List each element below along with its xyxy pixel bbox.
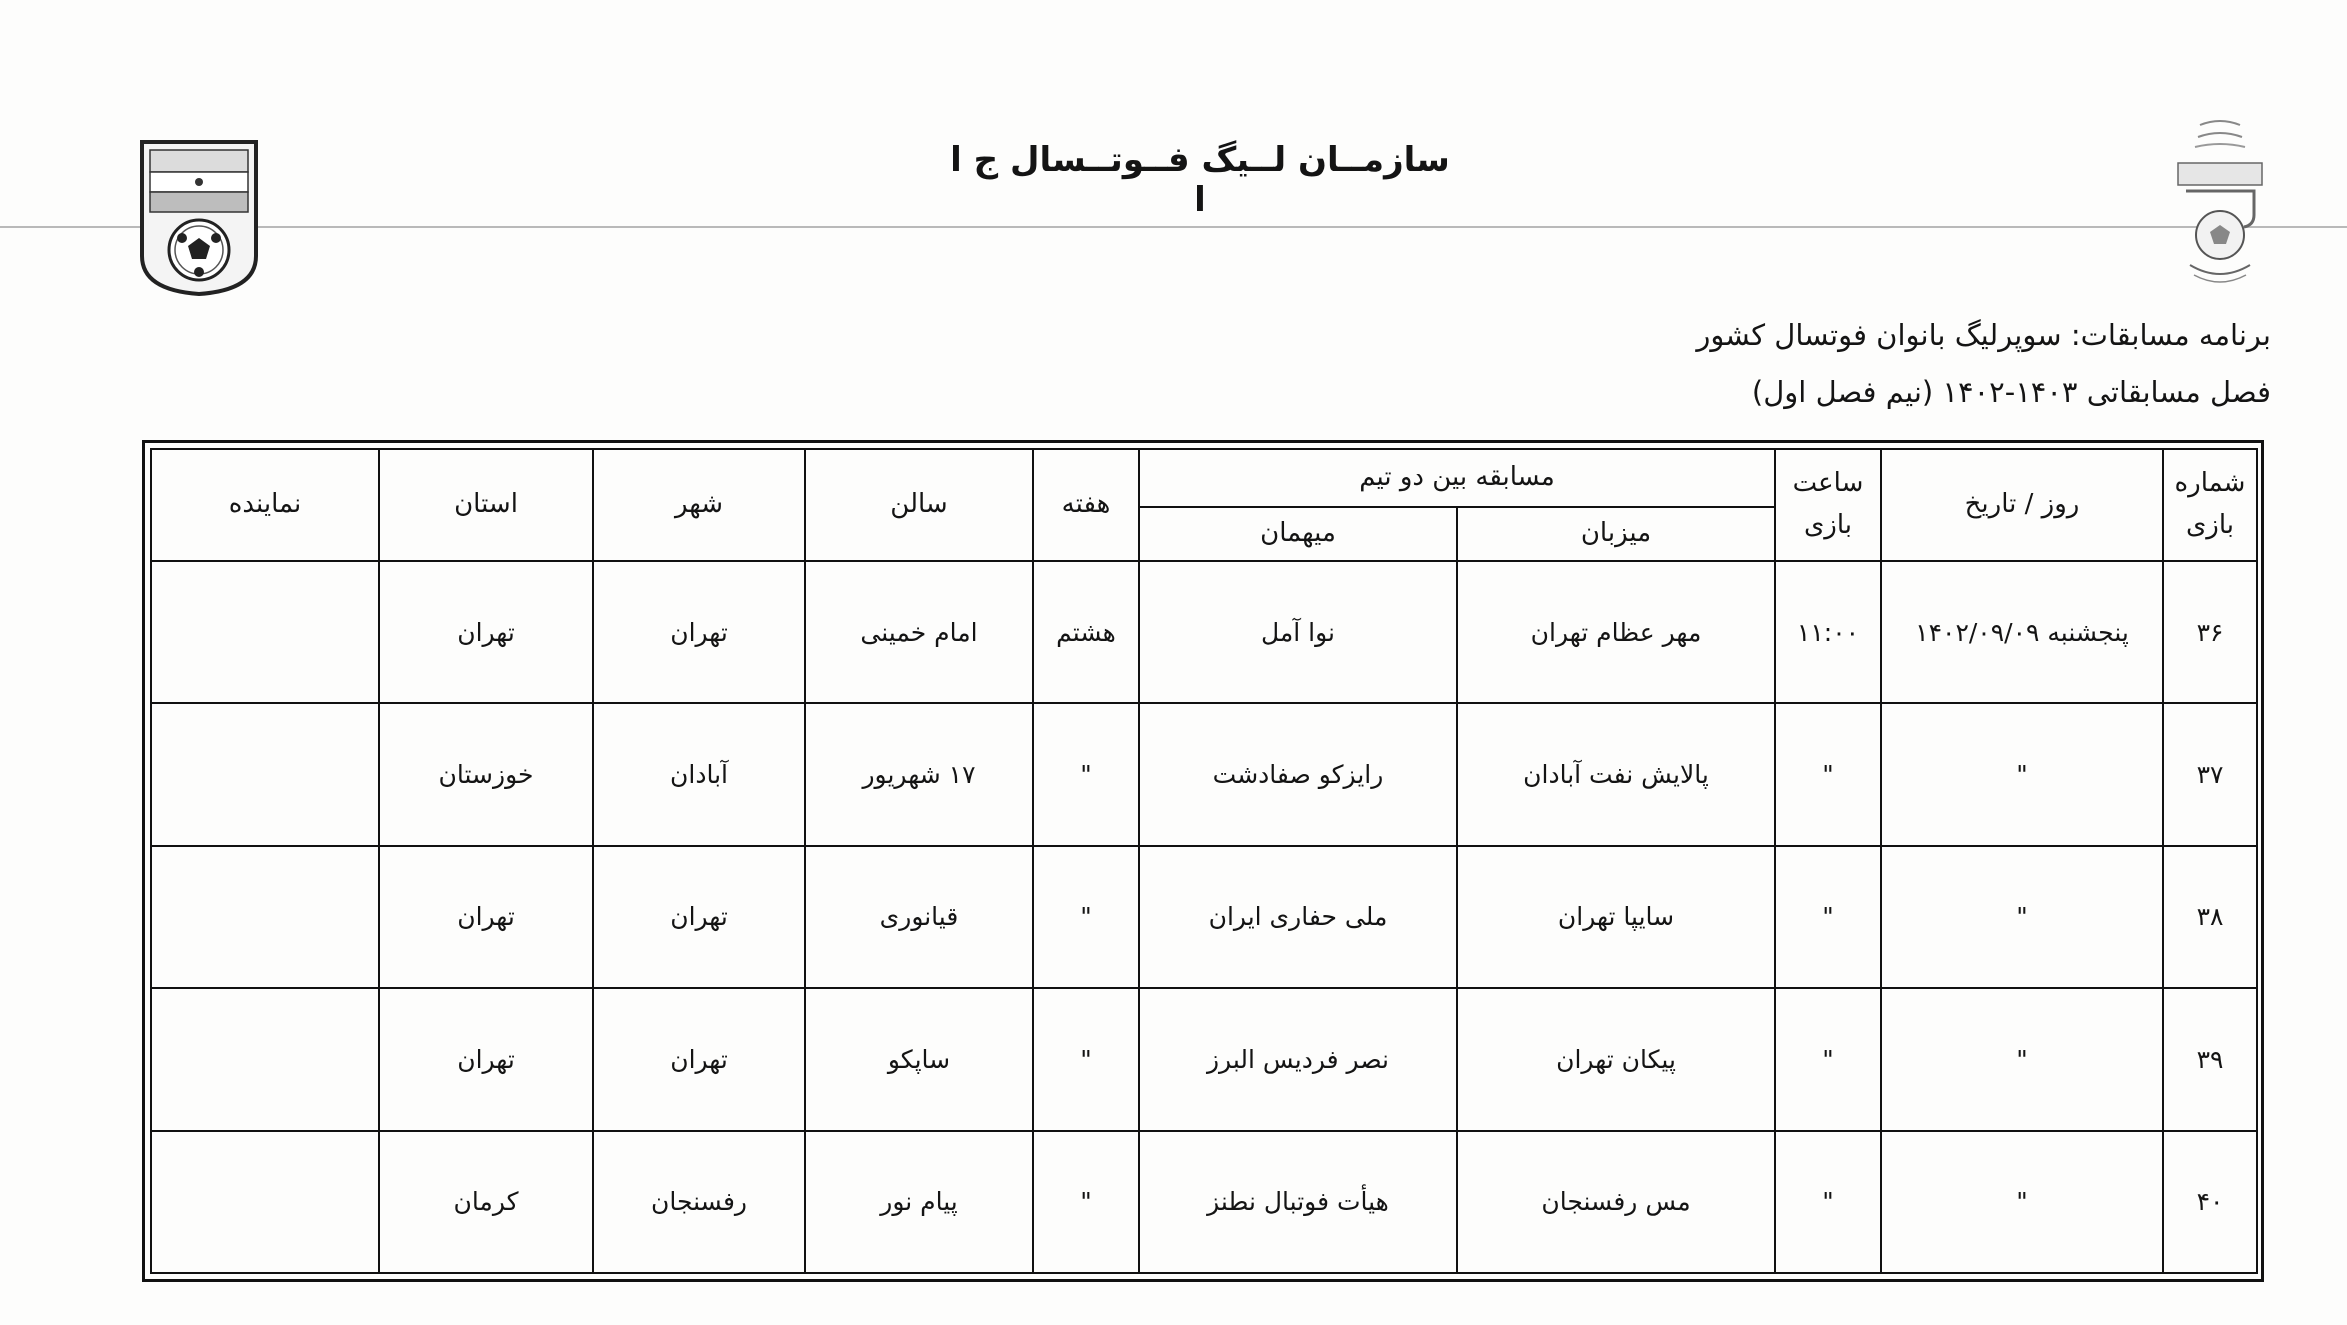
cell-date: "	[1881, 1131, 2163, 1273]
cell-host: پیکان تهران	[1457, 988, 1775, 1130]
header-host: میزبان	[1457, 507, 1775, 561]
cell-hall: ساپکو	[805, 988, 1033, 1130]
cell-date: "	[1881, 703, 2163, 845]
cell-week: "	[1033, 1131, 1139, 1273]
cell-hall: امام خمینی	[805, 561, 1033, 703]
header-time: ساعت بازی	[1775, 449, 1881, 561]
match-schedule-table	[150, 448, 2258, 1274]
cell-province: تهران	[379, 561, 593, 703]
cell-hall: ۱۷ شهریور	[805, 703, 1033, 845]
cell-hall: پیام نور	[805, 1131, 1033, 1273]
cell-time: "	[1775, 988, 1881, 1130]
cell-city: تهران	[593, 561, 805, 703]
header-game-number: شماره بازی	[2163, 449, 2257, 561]
cell-game-number: ۳۷	[2163, 703, 2257, 845]
cell-city: رفسنجان	[593, 1131, 805, 1273]
header-city: شهر	[593, 449, 805, 561]
header-date: روز / تاریخ	[1881, 449, 2163, 561]
table-row	[151, 703, 2257, 845]
cell-week: "	[1033, 988, 1139, 1130]
cell-guest: ملی حفاری ایران	[1139, 846, 1457, 988]
table-row	[151, 1131, 2257, 1273]
document-title: سازمــان لــیگ فــوتــسال ج ا ا	[950, 140, 1450, 220]
football-federation-logo-icon	[138, 138, 260, 298]
header-representative: نماینده	[151, 449, 379, 561]
cell-host: مس رفسنجان	[1457, 1131, 1775, 1273]
cell-time: "	[1775, 846, 1881, 988]
cell-game-number: ۴۰	[2163, 1131, 2257, 1273]
table-row	[151, 561, 2257, 703]
cell-game-number: ۳۹	[2163, 988, 2257, 1130]
cell-game-number: ۳۶	[2163, 561, 2257, 703]
cell-time: "	[1775, 703, 1881, 845]
table-row	[151, 846, 2257, 988]
cell-city: تهران	[593, 988, 805, 1130]
cell-province: کرمان	[379, 1131, 593, 1273]
cell-host: سایپا تهران	[1457, 846, 1775, 988]
cell-guest: هیأت فوتبال نطنز	[1139, 1131, 1457, 1273]
cell-province: خوزستان	[379, 703, 593, 845]
cell-province: تهران	[379, 988, 593, 1130]
cell-week: هشتم	[1033, 561, 1139, 703]
cell-host: پالایش نفت آبادان	[1457, 703, 1775, 845]
cell-representative	[151, 846, 379, 988]
header-week: هفته	[1033, 449, 1139, 561]
header-match: مسابقه بین دو تیم	[1139, 449, 1775, 507]
cell-time: ۱۱:۰۰	[1775, 561, 1881, 703]
competition-subtitle: برنامه مسابقات: سوپرلیگ بانوان فوتسال کشور	[1696, 318, 2271, 352]
header-province: استان	[379, 449, 593, 561]
cell-guest: نوا آمل	[1139, 561, 1457, 703]
cell-week: "	[1033, 703, 1139, 845]
header-guest: میهمان	[1139, 507, 1457, 561]
table-row	[151, 988, 2257, 1130]
cell-representative	[151, 561, 379, 703]
header-hall: سالن	[805, 449, 1033, 561]
cell-guest: رایزکو صفادشت	[1139, 703, 1457, 845]
cell-province: تهران	[379, 846, 593, 988]
cell-date: "	[1881, 988, 2163, 1130]
cell-host: مهر عظام تهران	[1457, 561, 1775, 703]
cell-game-number: ۳۸	[2163, 846, 2257, 988]
cell-representative	[151, 703, 379, 845]
futsal-league-logo-icon	[2170, 115, 2270, 290]
cell-city: تهران	[593, 846, 805, 988]
cell-time: "	[1775, 1131, 1881, 1273]
cell-date: پنجشنبه ۱۴۰۲/۰۹/۰۹	[1881, 561, 2163, 703]
season-subtitle: فصل مسابقاتی ۱۴۰۳-۱۴۰۲ (نیم فصل اول)	[1751, 375, 2271, 409]
header-divider-line	[0, 226, 2347, 228]
cell-representative	[151, 1131, 379, 1273]
cell-hall: قیانوری	[805, 846, 1033, 988]
cell-week: "	[1033, 846, 1139, 988]
cell-date: "	[1881, 846, 2163, 988]
cell-guest: نصر فردیس البرز	[1139, 988, 1457, 1130]
cell-city: آبادان	[593, 703, 805, 845]
cell-representative	[151, 988, 379, 1130]
